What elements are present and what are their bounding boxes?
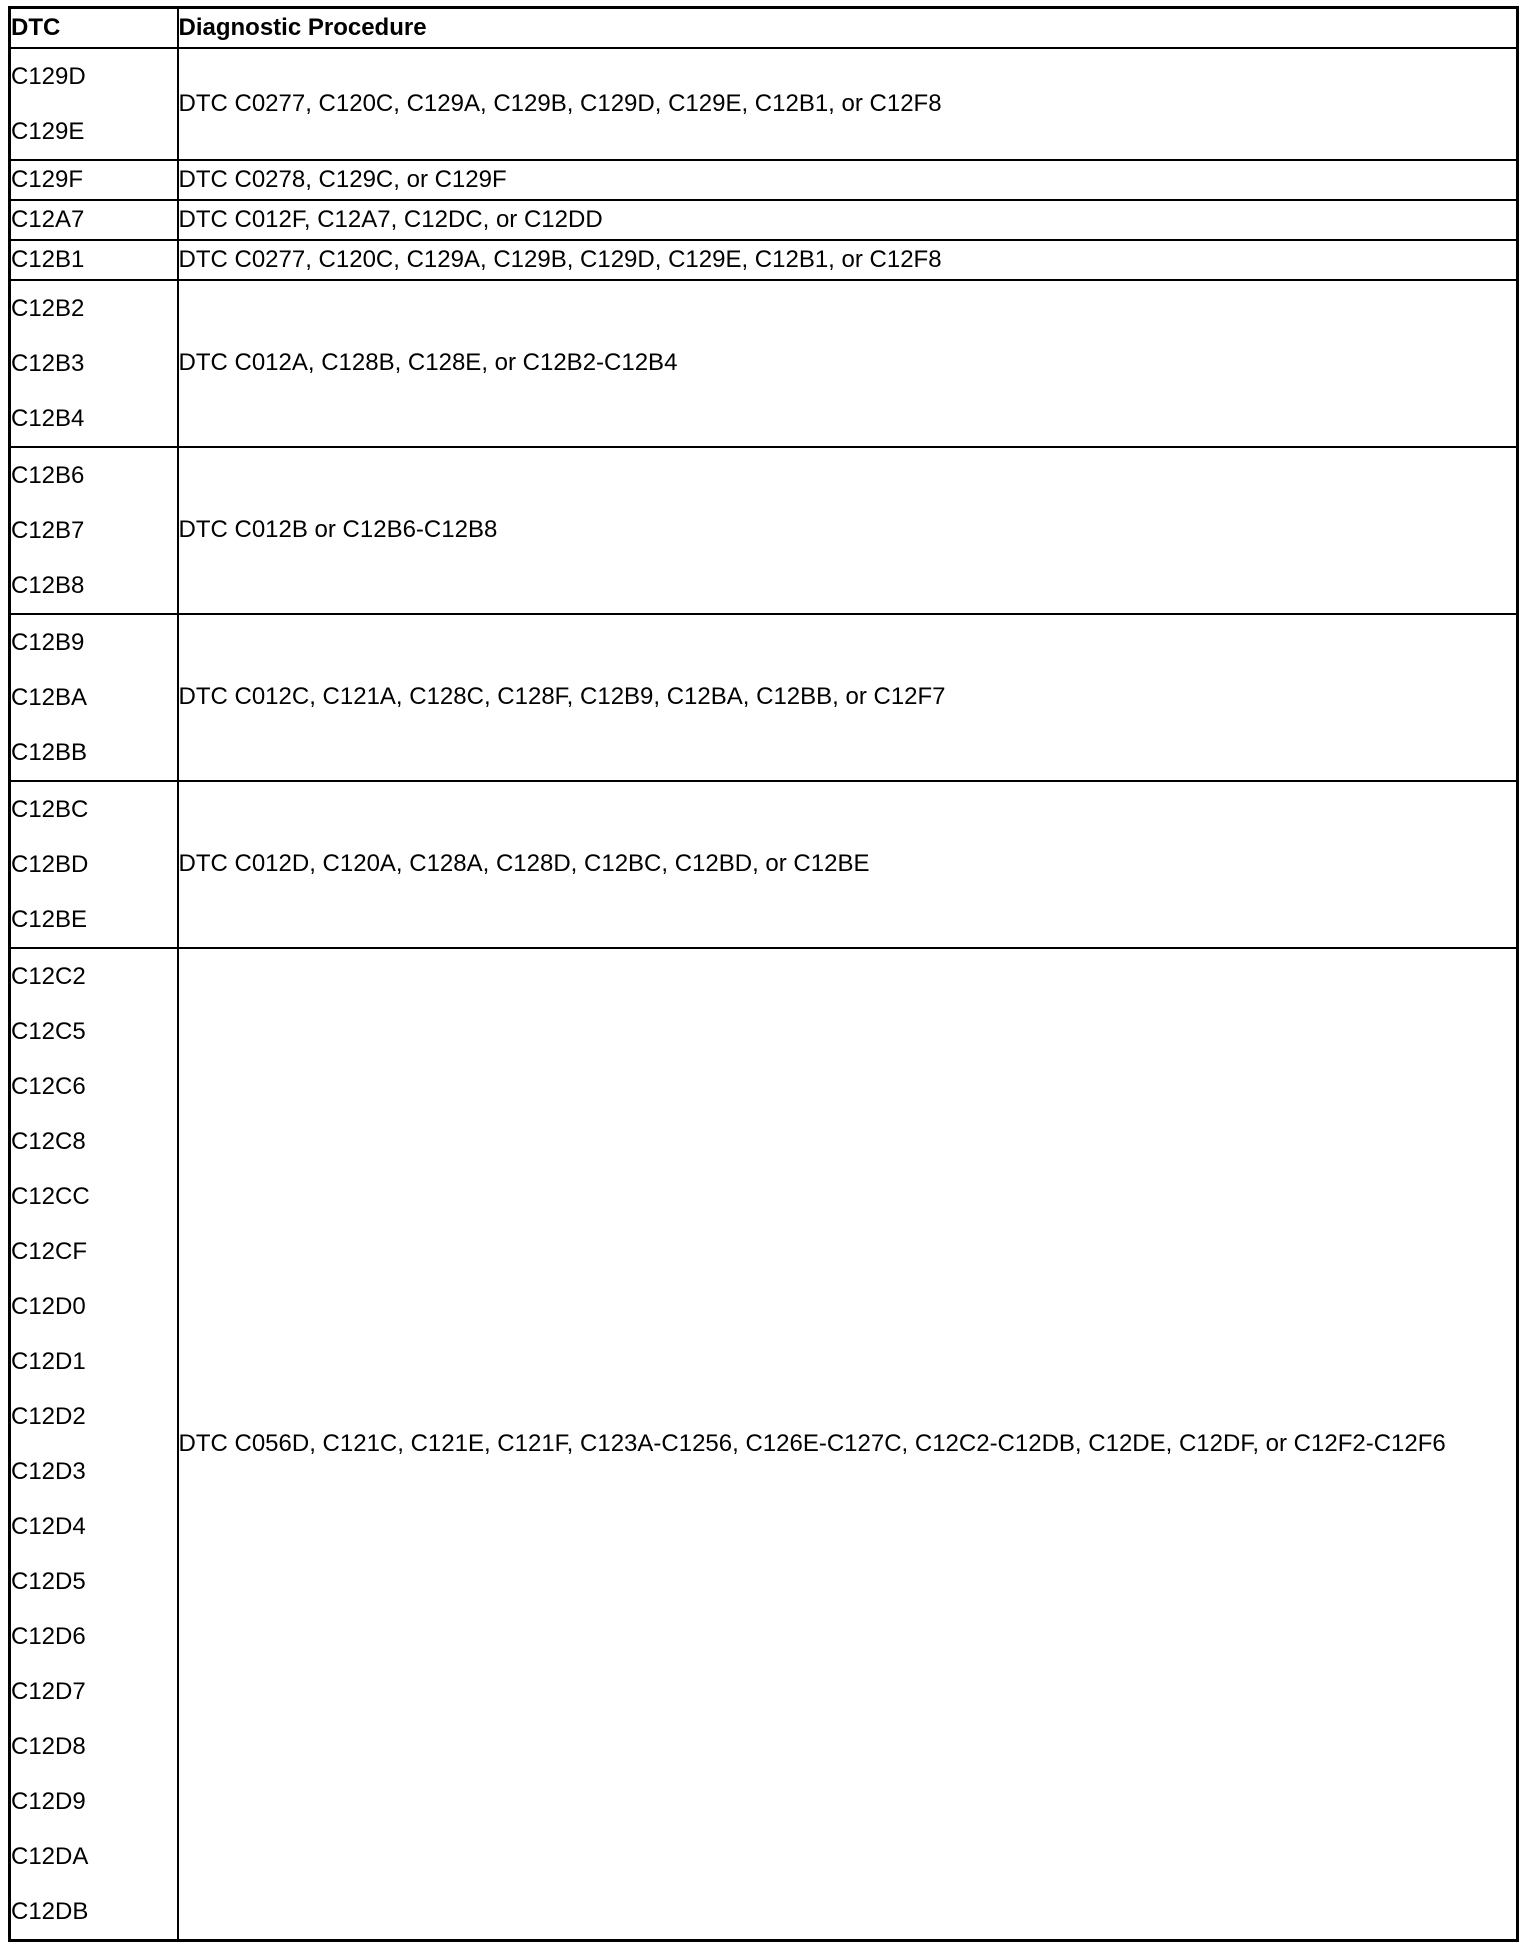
dtc-code: C12DB [11, 1898, 89, 1925]
table-row [10, 948, 1518, 1941]
table-row [10, 160, 1518, 200]
dtc-codes-cell [10, 160, 178, 200]
procedure-column-header: Diagnostic Procedure [178, 8, 1518, 49]
dtc-code: C12C2 [11, 963, 86, 990]
dtc-code: C12B1 [11, 246, 85, 273]
dtc-code: C12D9 [11, 1788, 86, 1815]
dtc-code: C12CC [11, 1183, 90, 1210]
table-row [10, 48, 1518, 160]
dtc-code: C12B6 [11, 462, 85, 489]
dtc-code: C12B8 [11, 572, 85, 599]
dtc-code: C12C5 [11, 1018, 86, 1045]
dtc-codes-cell [10, 447, 178, 614]
dtc-code: C12B7 [11, 517, 85, 544]
procedure-link[interactable]: DTC C0278, C129C, or C129F [178, 160, 1518, 200]
dtc-codes-cell [10, 948, 178, 1941]
dtc-code: C12BC [11, 796, 89, 823]
dtc-code: C12D8 [11, 1733, 86, 1760]
procedure-link[interactable]: DTC C012C, C121A, C128C, C128F, C12B9, C12BA, C12BB, or C12F7 [178, 614, 1518, 781]
dtc-codes-cell [10, 240, 178, 280]
dtc-code: C12D0 [11, 1293, 86, 1320]
dtc-code: C12D1 [11, 1348, 86, 1375]
table-header-row [10, 8, 1518, 49]
dtc-code: C12BD [11, 851, 89, 878]
dtc-code: C12D7 [11, 1678, 86, 1705]
dtc-codes-cell [10, 200, 178, 240]
dtc-codes-cell [10, 48, 178, 160]
procedure-link[interactable]: DTC C012D, C120A, C128A, C128D, C12BC, C12BD, or C12BE [178, 781, 1518, 948]
dtc-codes-cell [10, 280, 178, 447]
dtc-codes-cell [10, 614, 178, 781]
dtc-code: C12BE [11, 906, 88, 933]
dtc-procedure-table [8, 6, 1519, 1942]
dtc-code: C12D3 [11, 1458, 86, 1485]
table-row [10, 200, 1518, 240]
dtc-code: C129D [11, 63, 86, 90]
dtc-code: C129F [11, 166, 84, 193]
dtc-code: C12D5 [11, 1568, 86, 1595]
table-row [10, 614, 1518, 781]
dtc-code: C12B2 [11, 295, 85, 322]
dtc-column-header: DTC [10, 8, 178, 49]
table-row [10, 447, 1518, 614]
table-row [10, 781, 1518, 948]
procedure-link[interactable]: DTC C012B or C12B6-C12B8 [178, 447, 1518, 614]
procedure-link[interactable]: DTC C012A, C128B, C128E, or C12B2-C12B4 [178, 280, 1518, 447]
table-row [10, 240, 1518, 280]
dtc-code: C12D2 [11, 1403, 86, 1430]
dtc-codes-cell [10, 781, 178, 948]
dtc-code: C12C8 [11, 1128, 86, 1155]
procedure-link[interactable]: DTC C0277, C120C, C129A, C129B, C129D, C129E, C12B1, or C12F8 [178, 240, 1518, 280]
dtc-code: C12BB [11, 739, 88, 766]
dtc-code: C129E [11, 118, 85, 145]
dtc-code: C12B9 [11, 629, 85, 656]
procedure-link[interactable]: DTC C012F, C12A7, C12DC, or C12DD [178, 200, 1518, 240]
dtc-code: C12D6 [11, 1623, 86, 1650]
table-body [10, 48, 1518, 1941]
procedure-link[interactable]: DTC C056D, C121C, C121E, C121F, C123A-C1256, C126E-C127C, C12C2-C12DB, C12DE, C12DF, or C12F2-C12F6 [178, 948, 1518, 1941]
procedure-link[interactable]: DTC C0277, C120C, C129A, C129B, C129D, C129E, C12B1, or C12F8 [178, 48, 1518, 160]
table-row [10, 280, 1518, 447]
dtc-code: C12B4 [11, 405, 85, 432]
dtc-code: C12C6 [11, 1073, 86, 1100]
dtc-code: C12D4 [11, 1513, 86, 1540]
dtc-code: C12DA [11, 1843, 89, 1870]
dtc-code: C12A7 [11, 206, 85, 233]
dtc-code: C12CF [11, 1238, 88, 1265]
dtc-code: C12BA [11, 684, 88, 711]
dtc-code: C12B3 [11, 350, 85, 377]
